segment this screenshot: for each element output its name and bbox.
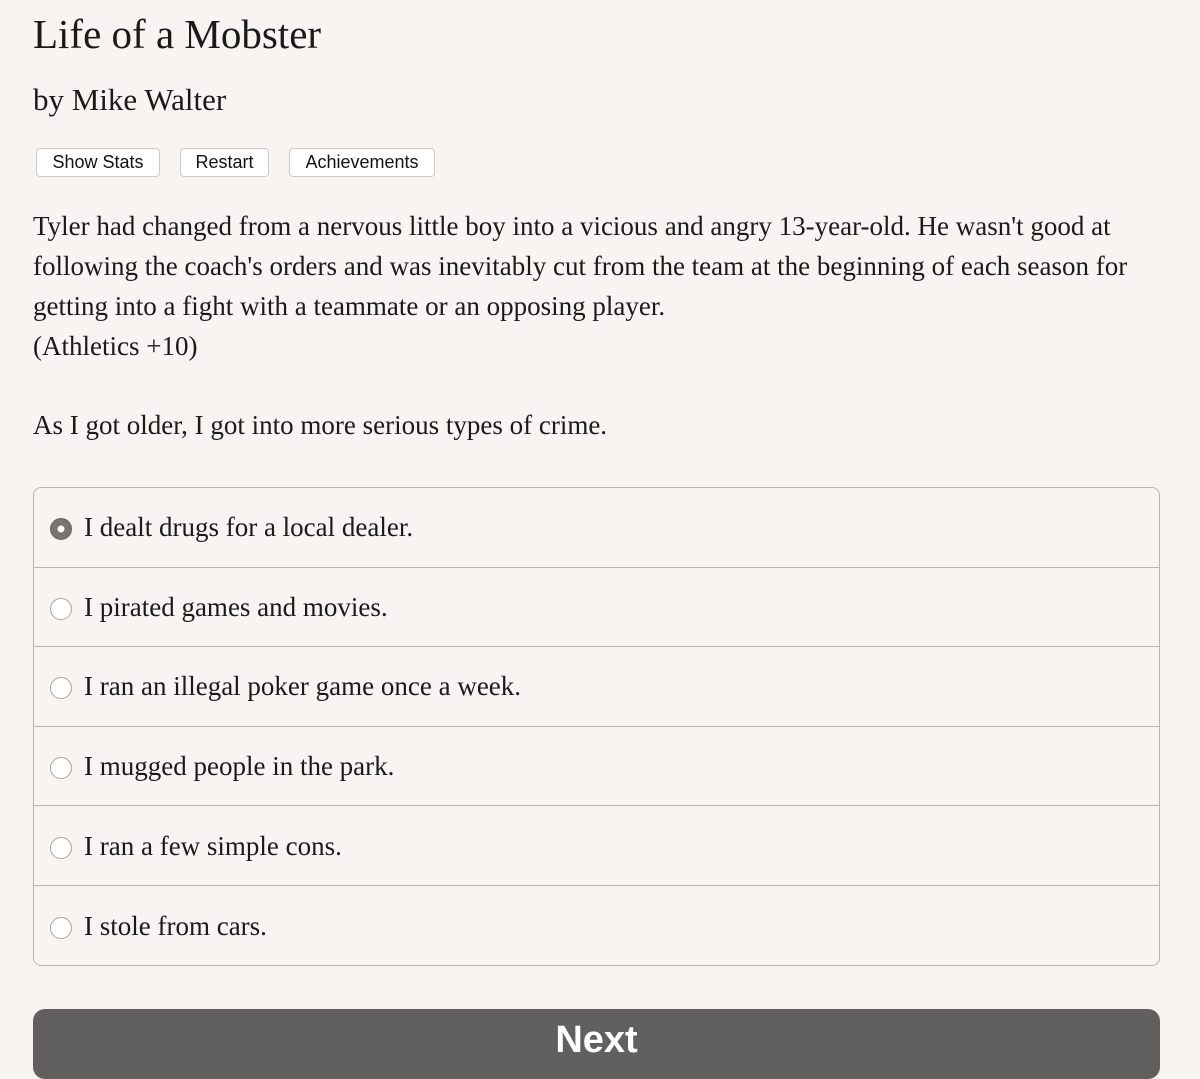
choice-list [33, 487, 1160, 966]
choice-option-deal-drugs[interactable] [34, 488, 1159, 568]
choice-label: I dealt drugs for a local dealer. [84, 512, 414, 543]
choice-label: I stole from cars. [84, 910, 267, 941]
choice-option-simple-cons[interactable] [34, 806, 1159, 886]
choice-prompt: As I got older, I got into more serious types of crime. [33, 410, 608, 440]
story-text [33, 206, 1160, 366]
game-author: by Mike Walter [33, 82, 227, 117]
radio-unselected-icon[interactable] [50, 837, 72, 859]
achievements-button[interactable]: Achievements [289, 148, 435, 177]
game-toolbar [36, 148, 435, 177]
radio-unselected-icon[interactable] [50, 677, 72, 699]
game-title: Life of a Mobster [33, 11, 322, 57]
next-button[interactable]: Next [33, 1009, 1160, 1079]
choice-label: I pirated games and movies. [84, 591, 388, 622]
story-paragraph-text: Tyler had changed from a nervous little boy into a vicious and angry 13-year-old. He wasn't good at following the coach's orders and was inevitably cut from the team at the beginning of each season for getting into a fight with a teammate or an opposing player. [33, 211, 1128, 321]
radio-unselected-icon[interactable] [50, 598, 72, 620]
choice-label: I mugged people in the park. [84, 751, 395, 782]
story-paragraph [33, 206, 1160, 366]
choice-option-poker-game[interactable] [34, 647, 1159, 727]
choice-label: I ran an illegal poker game once a week. [84, 671, 522, 702]
choice-option-pirate-games[interactable] [34, 568, 1159, 648]
radio-selected-icon[interactable] [50, 518, 72, 540]
stat-change-note: (Athletics +10) [33, 331, 198, 361]
radio-unselected-icon[interactable] [50, 917, 72, 939]
choice-option-mug-people[interactable] [34, 727, 1159, 807]
choice-option-steal-cars[interactable] [34, 886, 1159, 966]
show-stats-button[interactable]: Show Stats [36, 148, 160, 177]
choice-label: I ran a few simple cons. [84, 830, 342, 861]
radio-unselected-icon[interactable] [50, 757, 72, 779]
restart-button[interactable]: Restart [180, 148, 269, 177]
